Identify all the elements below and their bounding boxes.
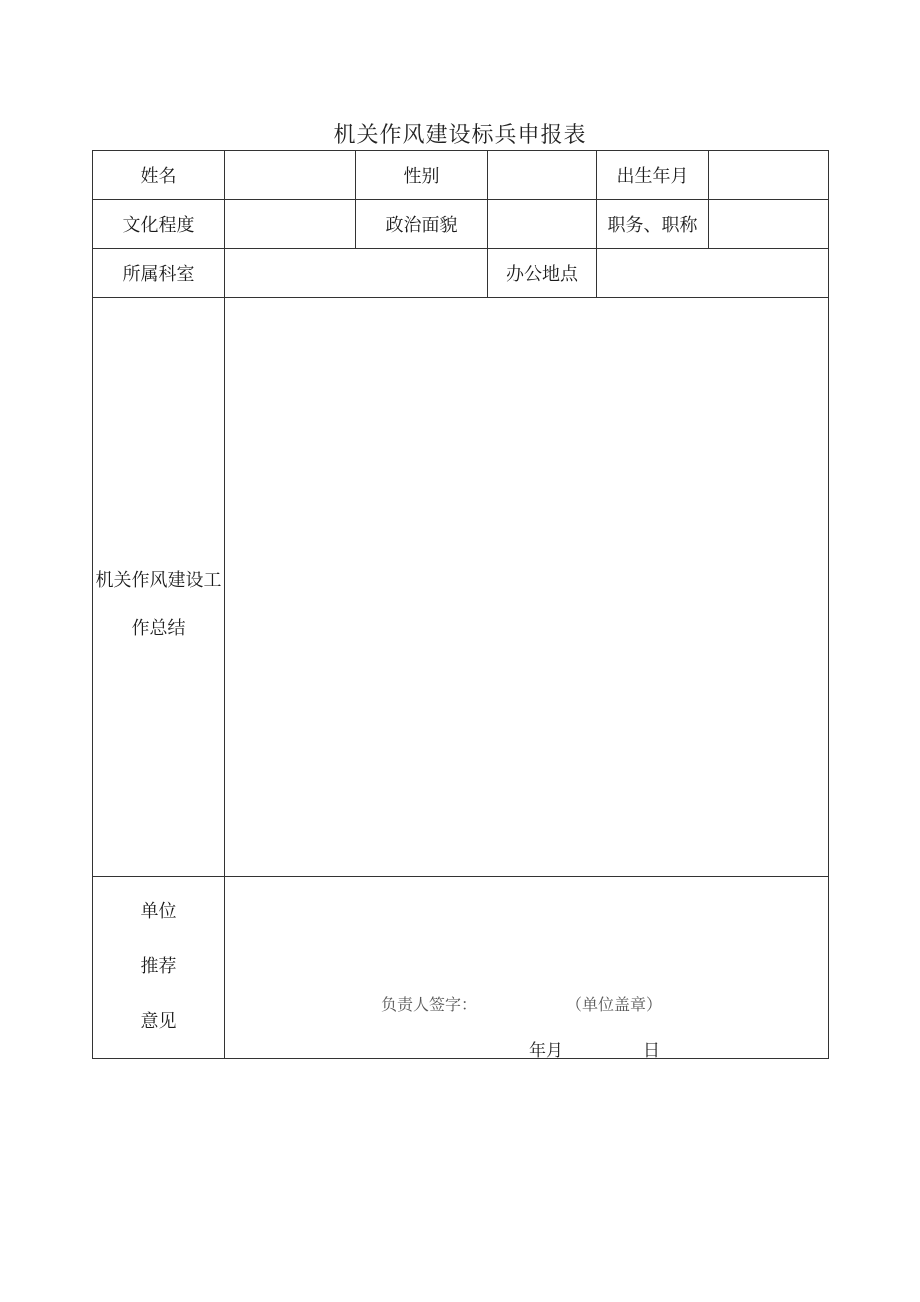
- summary-label-line: 作总结: [131, 618, 186, 639]
- education-label: 文化程度: [122, 214, 195, 236]
- department-field[interactable]: [225, 248, 487, 297]
- position-field[interactable]: [709, 199, 828, 248]
- summary-label: [92, 557, 225, 653]
- birth-field[interactable]: [709, 150, 828, 199]
- form-title: 机关作风建设标兵申报表: [333, 123, 587, 148]
- department-label: 所属科室: [122, 263, 195, 285]
- gender-label: 性别: [403, 165, 440, 187]
- name-field[interactable]: [225, 150, 355, 199]
- name-label: 姓名: [140, 165, 177, 187]
- recommendation-field[interactable]: [225, 877, 828, 977]
- recommendation-label-line: 推荐: [140, 956, 177, 977]
- political-field[interactable]: [488, 199, 596, 248]
- seal-label: （单位盖章）: [566, 995, 663, 1014]
- table-border-right: [828, 150, 829, 1059]
- political-label: 政治面貌: [385, 214, 458, 236]
- summary-field[interactable]: [225, 298, 828, 876]
- signer-label: 负责人签字：: [381, 995, 478, 1014]
- education-field[interactable]: [225, 199, 355, 248]
- office-field[interactable]: [597, 248, 828, 297]
- gender-field[interactable]: [488, 150, 596, 199]
- date-year-month: 年月: [529, 1041, 563, 1061]
- birth-label: 出生年月: [616, 165, 689, 187]
- summary-label-line: 机关作风建设工: [95, 570, 222, 591]
- position-label: 职务、职称: [607, 214, 698, 236]
- recommendation-label-line: 意见: [140, 1011, 177, 1032]
- table-border-bottom: [92, 1058, 829, 1059]
- date-day: 日: [643, 1041, 660, 1061]
- recommendation-label-line: 单位: [140, 901, 177, 922]
- office-label: 办公地点: [506, 263, 578, 285]
